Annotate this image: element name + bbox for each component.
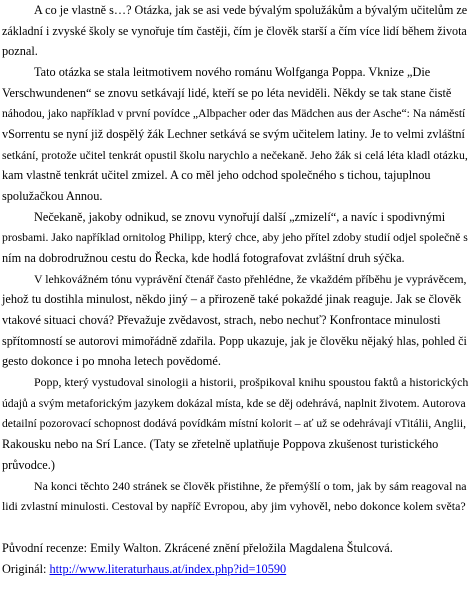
text-line: ním na dobrodružnou cestu do Řecka, kde hodlá fotografovat zvláštní druh sýčka. xyxy=(2,251,405,265)
text-line: V lehkovážném tónu vyprávění čtenář často přehlédne, že vkaždém příběhu je vyprávěcem, xyxy=(34,272,467,286)
text-line: Verschwundenen“ se znovu setkávají lidé, kteří se po léta neviděli. Někdy se tak stane čistě xyxy=(2,86,452,100)
text-line: gesto dokonce i po mnoha letech povědomé. xyxy=(2,354,221,368)
text-line: A co je vlastně s…? Otázka, jak se asi vede bývalým spolužákům a bývalým učitelům ze xyxy=(34,3,468,17)
text-line: Rakousku nebo na Srí Lance. (Taty se zřetelně uplatňuje Poppova zkušenost turistického xyxy=(2,437,439,451)
text-line: spolužačkou Annou. xyxy=(2,189,103,203)
original-link[interactable]: http://www.literaturhaus.at/index.php?id=10590 xyxy=(49,562,287,576)
text-line: jehož tu dostihla minulost, někdo jiný – a přirozeně také pokaždé jinak reaguje. Jak se člověk xyxy=(2,292,462,306)
text-line: Popp, který vystudoval sinologii a historii, prošpikoval knihu spoustou faktů a historických xyxy=(34,375,469,389)
text-line: poznal. xyxy=(2,44,38,58)
text-line: Nečekaně, jakoby odnikud, se znovu vynořují další „zmizelí“, a navíc i spodivnými xyxy=(34,210,446,224)
text-line: údajů a svým metaforickým jazykem dokázal místa, kde se děj odehrává, naplnit životem. Autorova xyxy=(2,397,466,410)
text-line: lidi zvlastní minulosti. Cestoval by napříč Evropou, aby jim vyhověl, nebo dokonce kolem světa? xyxy=(2,499,466,513)
text-line: průvodce.) xyxy=(2,458,55,472)
text-line: základní i zvyské školy se vynořuje tím častěji, čím je člověk starší a čím více lidí během života xyxy=(2,24,467,38)
text-line: kam vlastně tenkrát učitel zmizel. A co měl jeho odchod společného s tichou, tajuplnou xyxy=(2,168,431,182)
text-line: detailní pozorovací schopnost dodává povídkám místní kolorit – ať už se odehrávají vTitálii, Anglii, xyxy=(2,417,467,430)
text-line: prosbami. Jako například ornitolog Philipp, který chce, aby jeho přítel zdoby studií odjel společně s xyxy=(2,231,468,244)
text-line: Tato otázka se stala leitmotivem nového románu Wolfganga Poppa. Vknize „Die xyxy=(34,65,431,79)
text-line: setkání, protože učitel tenkrát opustil školu narychlo a nečekaně. Jeho žák si celá léta kladl otázku, xyxy=(2,148,468,162)
text-line: spřítomností se autorovi mimořádně zdařila. Popp ukazuje, jak je člověku nějaký hlas, pohled či xyxy=(2,334,467,348)
text-line: vSorrentu se nyní již dospělý žák Lechner setkává se svým učitelem latiny. Je to velmi zvláštní xyxy=(2,127,465,141)
review-credit: Původní recenze: Emily Walton. Zkrácené znění přeložila Magdalena Štulcová. xyxy=(2,541,393,555)
original-label: Originál: xyxy=(2,562,50,576)
text-line: vtakové situaci chová? Převažuje zvědavost, strach, nebo nechuť? Konfrontace minulosti xyxy=(2,313,441,327)
text-line: náhodou, jako například v první povídce „Albpacher oder das Mädchen aus der Asche“: Na náměstí xyxy=(2,107,466,120)
text-line: Na konci těchto 240 stránek se člověk přistihne, že přemýšlí o tom, jak by sám reagoval na xyxy=(34,479,467,493)
original-source xyxy=(2,562,286,577)
